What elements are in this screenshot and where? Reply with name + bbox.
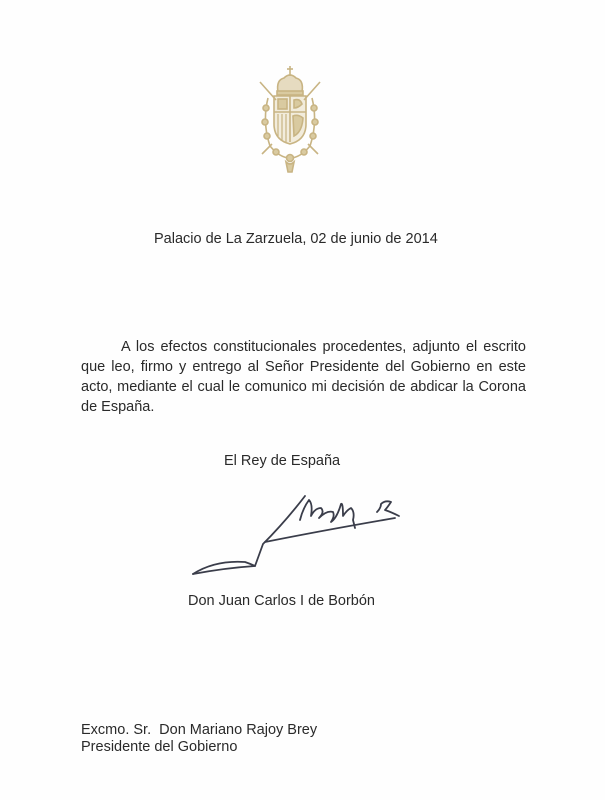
royal-coat-of-arms-icon <box>256 62 324 174</box>
signatory-title: El Rey de España <box>224 453 341 469</box>
place-date-line: Palacio de La Zarzuela, 02 de junio de 2014 <box>154 231 438 247</box>
recipient-position: Presidente del Gobierno <box>81 739 238 755</box>
recipient-block <box>81 722 317 756</box>
letter-body-paragraph: A los efectos constitucionales procedentes, adjunto el escrito que leo, firmo y entrego al Señor Presidente del Gobierno en este acto, mediante el cual le comunico mi decisión de abdicar la Corona de España. <box>81 339 526 415</box>
recipient-name: Excmo. Sr. Don Mariano Rajoy Brey <box>81 722 318 738</box>
signatory-name: Don Juan Carlos I de Borbón <box>188 593 375 609</box>
handwritten-signature-icon <box>185 482 415 582</box>
